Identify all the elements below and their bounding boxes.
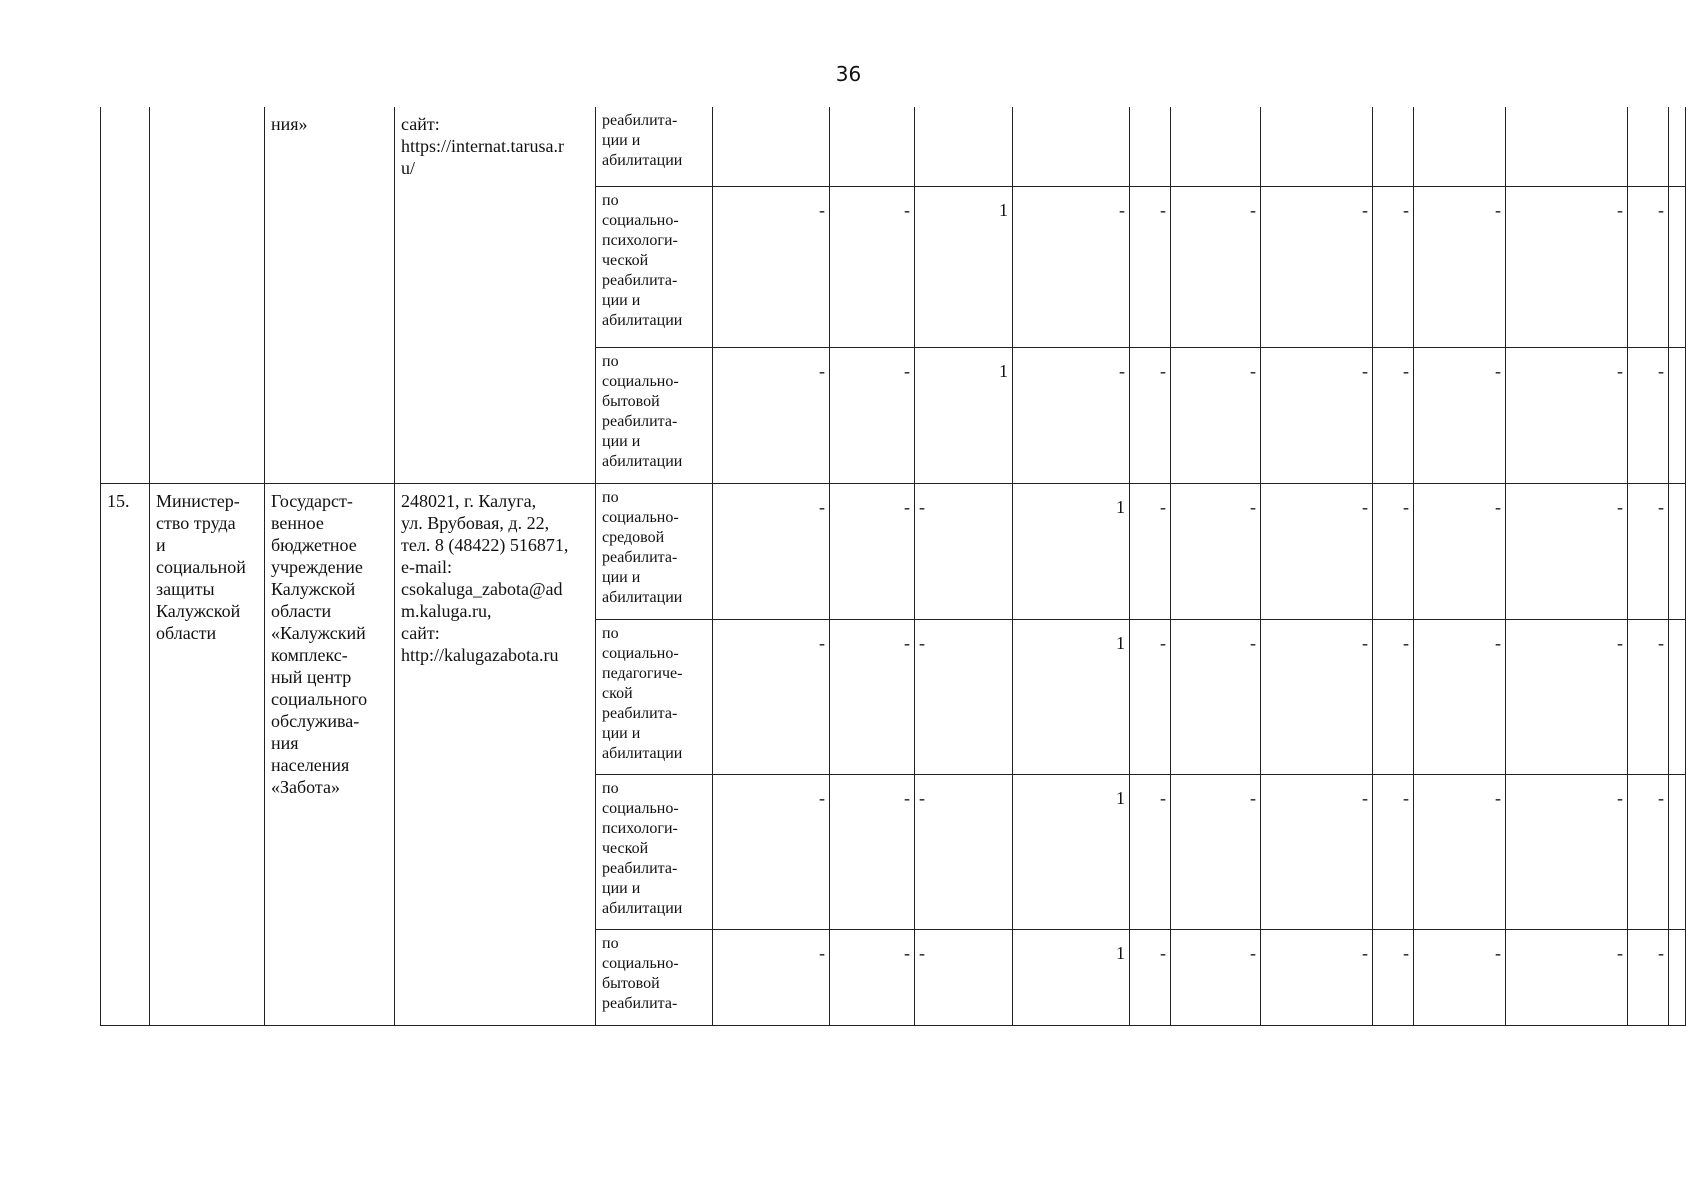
value-cell: -	[830, 186, 915, 347]
service-cell	[596, 774, 713, 929]
number-cell	[101, 107, 150, 483]
contact-cell-line: u/	[401, 158, 416, 178]
value-cell: -	[1130, 347, 1171, 483]
contact-cell-line: ул. Врубовая, д. 22,	[401, 512, 550, 533]
value-cell: 1	[1013, 619, 1130, 774]
value-cell	[1261, 107, 1373, 186]
contact-cell	[395, 107, 596, 483]
organization-cell-line: социального	[271, 688, 368, 709]
ministry-cell-line: защиты	[156, 578, 215, 599]
value-cell	[1373, 107, 1414, 186]
value-cell: -	[1013, 347, 1130, 483]
organization-cell-line: «Забота»	[271, 776, 341, 797]
contact-cell-line: сайт:	[401, 114, 440, 134]
contact-cell-line: m.kaluga.ru,	[401, 600, 492, 621]
value-cell: -	[830, 774, 915, 929]
value-cell	[1669, 107, 1686, 186]
value-cell: -	[1628, 347, 1669, 483]
service-cell-line: реабилита-	[602, 548, 678, 566]
table-row	[101, 107, 1686, 186]
contact-cell-line: http://kalugazabota.ru	[401, 644, 559, 665]
service-cell-line: ческой	[602, 839, 649, 857]
value-cell: -	[1373, 929, 1414, 1025]
value-cell: -	[1171, 619, 1261, 774]
ministry-cell-line: Калужской	[156, 600, 241, 621]
service-cell-line: реабилита-	[602, 994, 678, 1012]
service-cell-line: социально-	[602, 644, 679, 662]
value-cell: 1	[915, 347, 1013, 483]
value-cell: -	[1628, 619, 1669, 774]
service-cell-line: средовой	[602, 528, 665, 546]
value-cell: -	[1171, 347, 1261, 483]
service-cell-line: абилитации	[602, 452, 683, 470]
value-cell: -	[1130, 619, 1171, 774]
service-cell-line: по	[602, 352, 619, 370]
service-cell-line: ции и	[602, 568, 641, 586]
value-cell: -	[1506, 619, 1628, 774]
service-cell-line: социально-	[602, 954, 679, 972]
value-cell: -	[1130, 483, 1171, 619]
value-cell: -	[830, 347, 915, 483]
value-cell	[1171, 107, 1261, 186]
contact-cell-line: csokaluga_zabota@ad	[401, 578, 563, 599]
value-cell: -	[1373, 347, 1414, 483]
value-cell: -	[1414, 619, 1506, 774]
value-cell: -	[1506, 186, 1628, 347]
value-cell: -	[1628, 186, 1669, 347]
value-cell	[1628, 107, 1669, 186]
organization-cell-line: обслужива-	[271, 710, 360, 731]
service-cell-line: ции и	[602, 879, 641, 897]
service-cell-line: ческой	[602, 251, 649, 269]
service-cell-line: социально-	[602, 211, 679, 229]
value-cell: 1	[1013, 483, 1130, 619]
organization-cell-line: Государст-	[271, 490, 353, 511]
value-cell	[1506, 107, 1628, 186]
service-cell-line: ции и	[602, 724, 641, 742]
value-cell: -	[1506, 483, 1628, 619]
service-cell	[596, 619, 713, 774]
value-cell	[1669, 774, 1686, 929]
service-cell-line: абилитации	[602, 588, 683, 606]
value-cell: -	[830, 483, 915, 619]
value-cell: -	[1506, 929, 1628, 1025]
value-cell: -	[830, 929, 915, 1025]
value-cell: -	[713, 929, 830, 1025]
value-cell: -	[1506, 774, 1628, 929]
service-cell	[596, 929, 713, 1025]
contact-cell-line: тел. 8 (48422) 516871,	[401, 534, 569, 555]
value-cell: -	[915, 774, 1013, 929]
value-cell: -	[1130, 774, 1171, 929]
service-cell-line: психологи-	[602, 819, 678, 837]
value-cell: -	[1506, 347, 1628, 483]
value-cell: -	[1414, 186, 1506, 347]
value-cell: -	[1628, 774, 1669, 929]
service-cell-line: бытовой	[602, 392, 660, 410]
value-cell: -	[713, 186, 830, 347]
value-cell: -	[1130, 929, 1171, 1025]
value-cell: -	[1628, 929, 1669, 1025]
value-cell: -	[1373, 774, 1414, 929]
service-cell-line: реабилита-	[602, 271, 678, 289]
value-cell: -	[1171, 774, 1261, 929]
service-cell-line: абилитации	[602, 152, 683, 169]
service-cell-line: по	[602, 624, 619, 642]
value-cell: -	[915, 619, 1013, 774]
value-cell: -	[713, 347, 830, 483]
value-cell: -	[1373, 619, 1414, 774]
organization-cell-line: комплекс-	[271, 644, 348, 665]
service-cell-line: реабилита-	[602, 704, 678, 722]
value-cell: -	[1373, 186, 1414, 347]
value-cell: -	[1261, 774, 1373, 929]
service-cell	[596, 483, 713, 619]
value-cell: -	[713, 619, 830, 774]
service-cell-line: социально-	[602, 799, 679, 817]
contact-cell-line: https://internat.tarusa.r	[401, 136, 564, 156]
ministry-cell-line: социальной	[156, 556, 246, 577]
value-cell	[830, 107, 915, 186]
ministry-cell-line: Министер-	[156, 490, 240, 511]
value-cell: -	[915, 483, 1013, 619]
ministry-cell	[150, 107, 265, 483]
value-cell: -	[1130, 186, 1171, 347]
value-cell: -	[1171, 483, 1261, 619]
value-cell: -	[1414, 483, 1506, 619]
service-cell-line: по	[602, 191, 619, 209]
value-cell: -	[1414, 774, 1506, 929]
service-cell	[596, 186, 713, 347]
service-cell	[596, 107, 713, 186]
service-cell	[596, 347, 713, 483]
value-cell	[1669, 347, 1686, 483]
value-cell: -	[1414, 929, 1506, 1025]
value-cell	[915, 107, 1013, 186]
value-cell: -	[1261, 186, 1373, 347]
value-cell: -	[713, 774, 830, 929]
value-cell	[1669, 186, 1686, 347]
organization-cell-line: области	[271, 600, 332, 621]
page-number: 36	[835, 62, 862, 86]
contact-cell-line: e-mail:	[401, 556, 452, 577]
value-cell: -	[915, 929, 1013, 1025]
value-cell	[1669, 929, 1686, 1025]
value-cell	[1013, 107, 1130, 186]
value-cell: -	[1261, 619, 1373, 774]
value-cell: -	[1013, 186, 1130, 347]
table-row	[101, 483, 1686, 619]
service-cell-line: по	[602, 488, 619, 506]
value-cell: -	[1171, 186, 1261, 347]
ministry-cell-line: области	[156, 622, 217, 643]
service-cell-line: ции и	[602, 291, 641, 309]
service-cell-line: абилитации	[602, 311, 683, 329]
contact-cell-line: 248021, г. Калуга,	[401, 490, 537, 511]
service-cell-line: реабилита-	[602, 412, 678, 430]
ministry-cell	[150, 483, 265, 1025]
value-cell	[713, 107, 830, 186]
service-cell-line: психологи-	[602, 231, 678, 249]
organization-cell-line: ный центр	[271, 666, 352, 687]
service-cell-line: бытовой	[602, 974, 660, 992]
number-cell: 15.	[101, 483, 150, 1025]
service-cell-line: по	[602, 934, 619, 952]
value-cell: -	[1261, 347, 1373, 483]
value-cell	[1669, 619, 1686, 774]
service-cell-line: абилитации	[602, 899, 683, 917]
contact-cell	[395, 483, 596, 1025]
ministry-cell-line: ство труда	[156, 512, 236, 533]
organization-cell-line: населения	[271, 754, 350, 775]
value-cell: -	[1414, 347, 1506, 483]
service-cell-line: по	[602, 779, 619, 797]
value-cell: -	[1261, 929, 1373, 1025]
service-cell-line: абилитации	[602, 744, 683, 762]
service-cell-line: ции и	[602, 432, 641, 450]
organization-cell-line: бюджетное	[271, 534, 357, 555]
services-table	[100, 107, 1686, 1026]
value-cell: 1	[1013, 774, 1130, 929]
value-cell: 1	[1013, 929, 1130, 1025]
service-cell-line: социально-	[602, 508, 679, 526]
value-cell	[1669, 483, 1686, 619]
ministry-cell-line: и	[156, 534, 166, 555]
value-cell: -	[713, 483, 830, 619]
value-cell: -	[1261, 483, 1373, 619]
organization-cell-line: «Калужский	[271, 622, 366, 643]
value-cell: -	[1171, 929, 1261, 1025]
value-cell: 1	[915, 186, 1013, 347]
organization-cell-line: венное	[271, 512, 324, 533]
service-cell-line: реабилита-	[602, 859, 678, 877]
value-cell: -	[1373, 483, 1414, 619]
organization-cell-line: ния	[271, 732, 299, 753]
contact-cell-line: сайт:	[401, 622, 440, 643]
organization-cell-line: учреждение	[271, 556, 363, 577]
organization-cell-line: Калужской	[271, 578, 356, 599]
value-cell: -	[830, 619, 915, 774]
service-cell-line: социально-	[602, 372, 679, 390]
value-cell	[1130, 107, 1171, 186]
service-cell-line: ской	[602, 684, 633, 702]
service-cell-line: ции и	[602, 132, 641, 149]
value-cell: -	[1628, 483, 1669, 619]
organization-cell: ния»	[265, 107, 395, 483]
service-cell-line: реабилита-	[602, 112, 678, 129]
organization-cell	[265, 483, 395, 1025]
service-cell-line: педагогиче-	[602, 664, 683, 682]
value-cell	[1414, 107, 1506, 186]
